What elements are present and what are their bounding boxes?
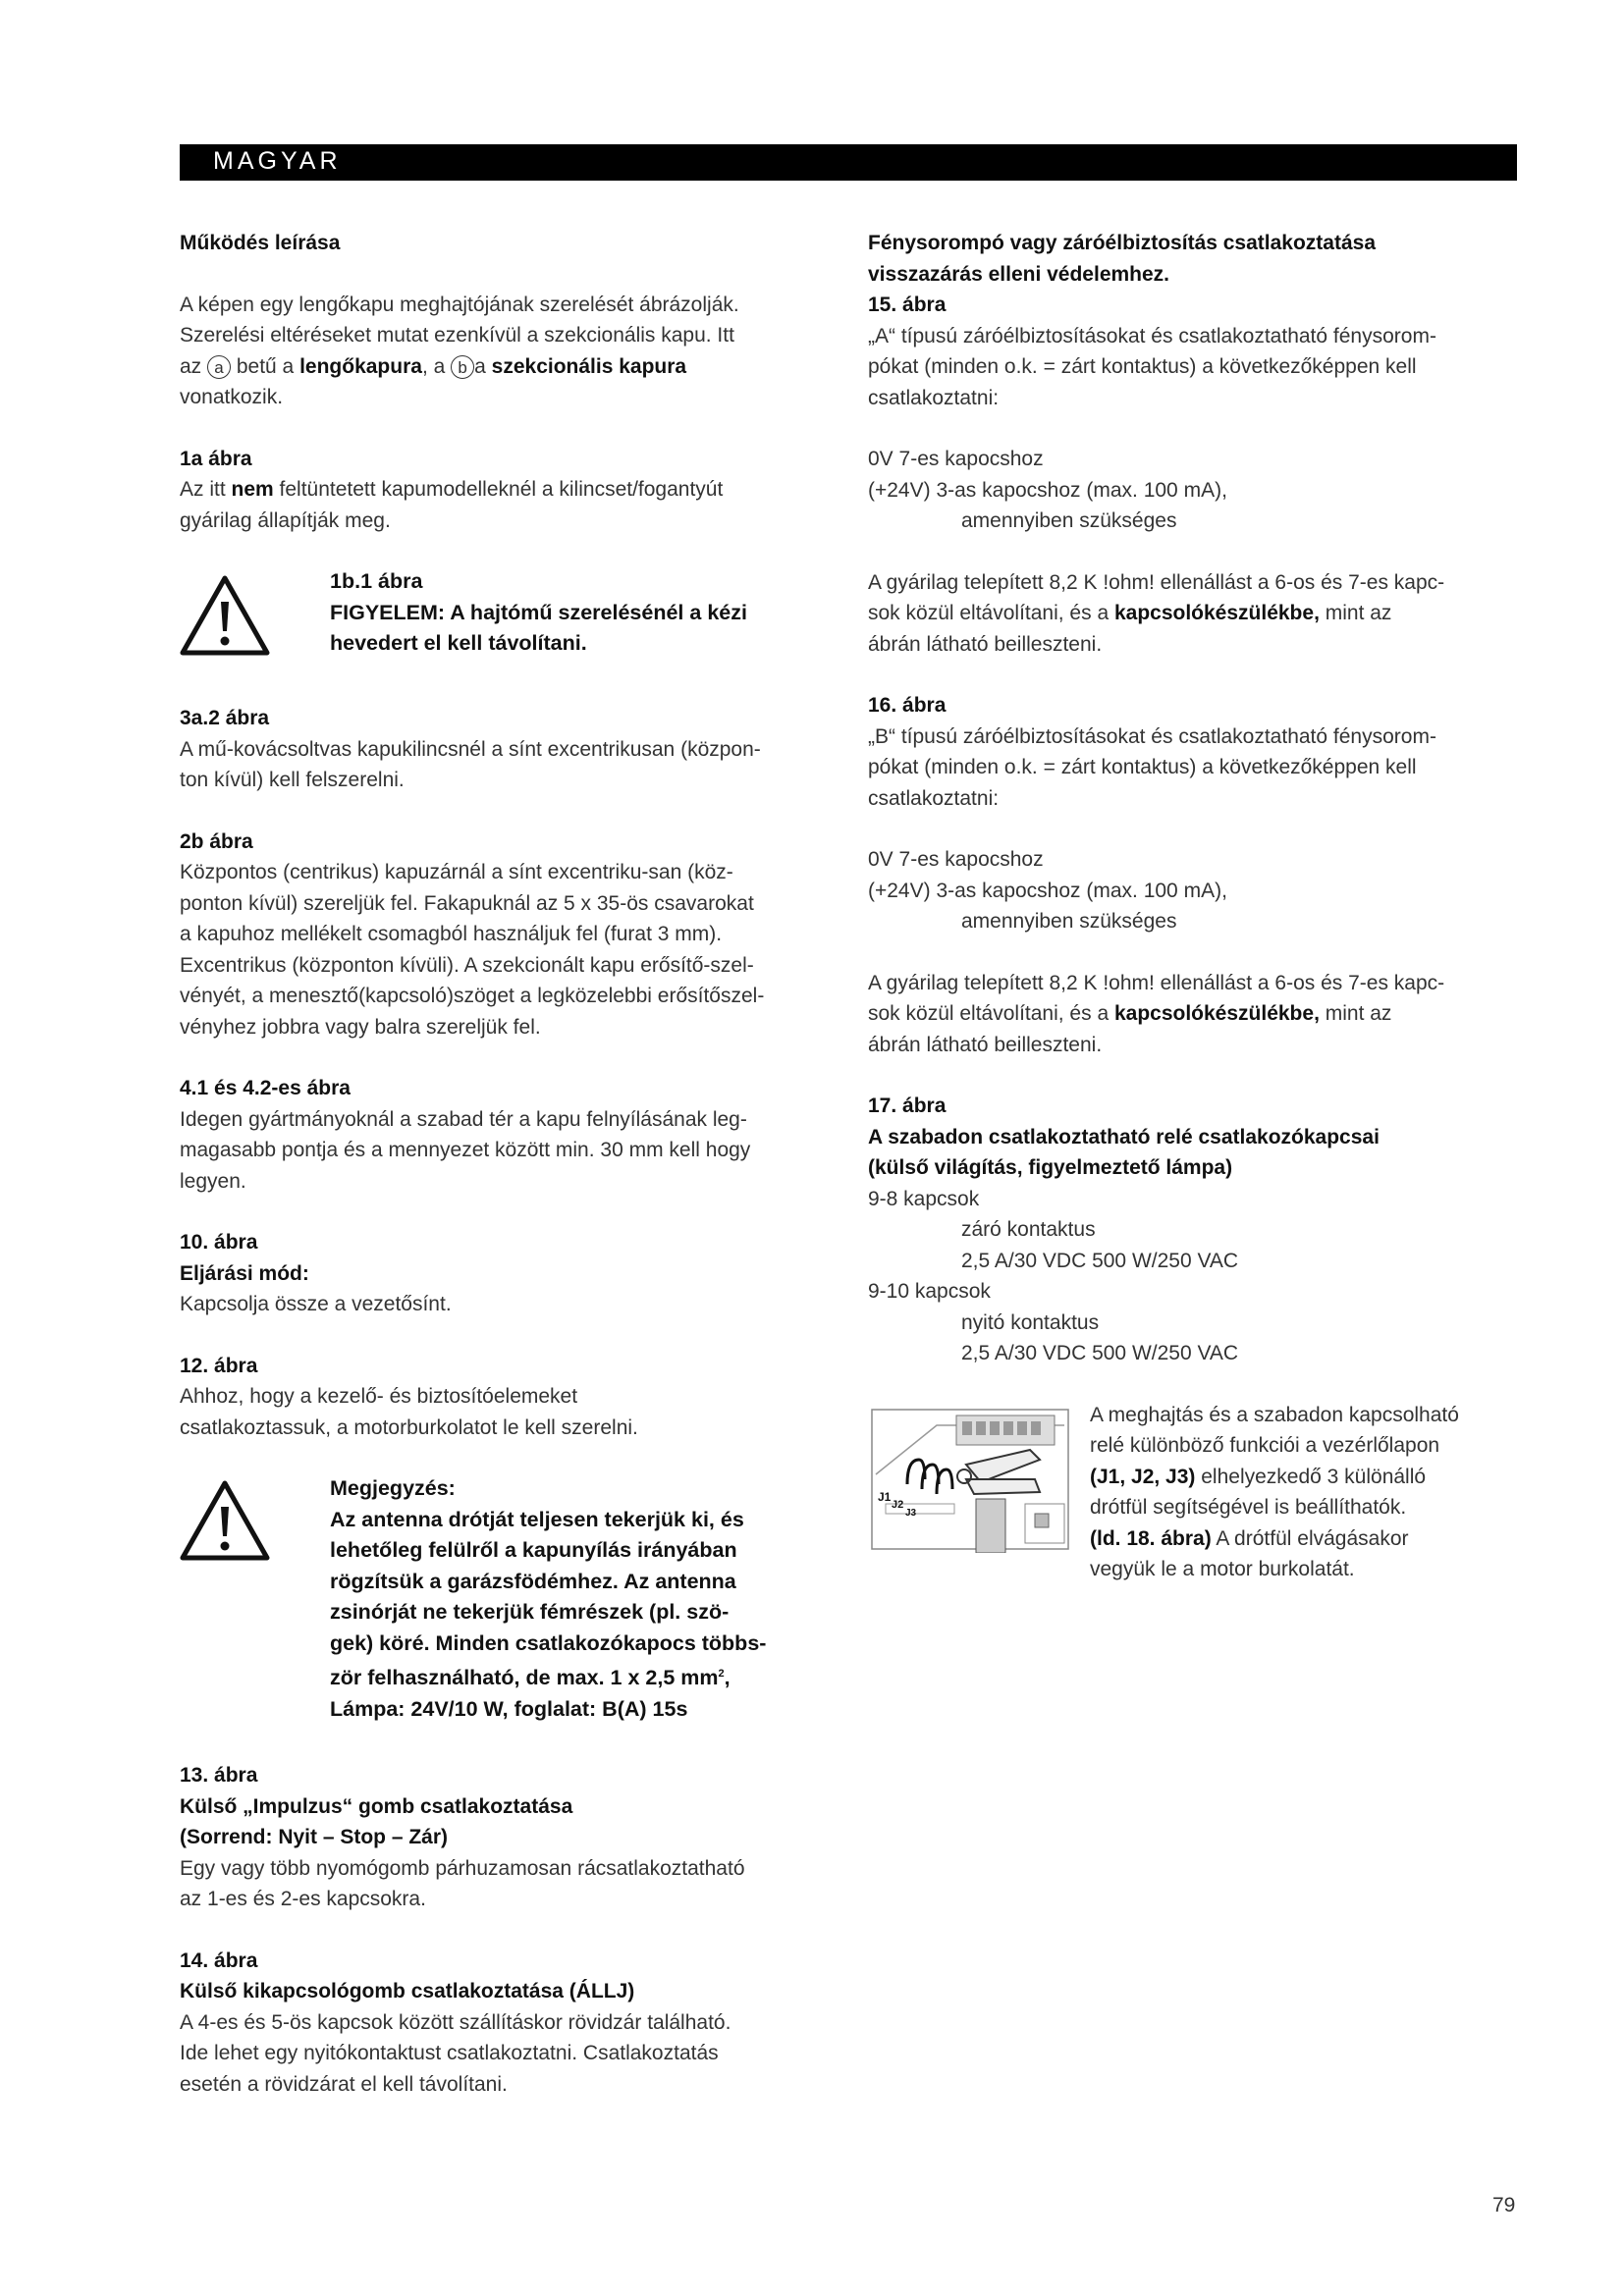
section-heading: 12. ábra bbox=[180, 1354, 258, 1377]
text-line: 9-10 kapcsok bbox=[868, 1280, 991, 1303]
section-fig-4 bbox=[180, 1073, 833, 1197]
text-line: A mű-kovácsoltvas kapukilincsnél a sínt excentrikusan (közpon- bbox=[180, 737, 761, 761]
text-line: az a betű a lengőkapura, a b a szekcionális kapura bbox=[180, 354, 687, 378]
text-line: ton kívül) kell felszerelni. bbox=[180, 769, 405, 791]
section-fig-15 bbox=[868, 228, 1521, 660]
text-line: 9-8 kapcsok bbox=[868, 1187, 980, 1210]
svg-text:J1: J1 bbox=[878, 1489, 892, 1504]
warning-fig-1b1 bbox=[180, 566, 833, 679]
text-line: (+24V) 3-as kapocshoz (max. 100 mA), bbox=[868, 478, 1227, 502]
text-line: záró kontaktus bbox=[961, 1218, 1096, 1241]
text-line: nyitó kontaktus bbox=[961, 1310, 1100, 1334]
text-line: vényét, a menesztő(kapcsoló)szöget a legközelebbi erősítőszel- bbox=[180, 985, 765, 1007]
text-line: (J1, J2, J3) elhelyezkedő 3 különálló bbox=[1090, 1465, 1427, 1488]
text-line: Ide lehet egy nyitókontaktust csatlakoztatni. Csatlakoztatás bbox=[180, 2042, 719, 2064]
text-line: vényhez jobbra vagy balra szereljük fel. bbox=[180, 1015, 541, 1039]
section-operation-description bbox=[180, 228, 833, 413]
text-line: Ahhoz, hogy a kezelő- és biztosítóelemeket bbox=[180, 1385, 578, 1408]
text-line: gyárilag állapítják meg. bbox=[180, 508, 391, 532]
warning-text: rögzítsük a garázsfödémhez. Az antenna bbox=[330, 1569, 736, 1593]
text-line: Kapcsolja össze a vezetősínt. bbox=[180, 1293, 452, 1315]
text-line: A 4-es és 5-ös kapcsok között szállításkor rövidzár található. bbox=[180, 2010, 731, 2034]
text-line: Központos (centrikus) kapuzárnál a sínt excentriku-san (köz- bbox=[180, 861, 733, 883]
text-line: Egy vagy több nyomógomb párhuzamosan rácsatlakoztatható bbox=[180, 1856, 745, 1880]
text-line: A gyárilag telepített 8,2 K !ohm! ellenállást a 6-os és 7-es kapc- bbox=[868, 570, 1445, 594]
warning-text: Lámpa: 24V/10 W, foglalat: B(A) 15s bbox=[330, 1696, 688, 1721]
section-heading: Fénysorompó vagy záróélbiztosítás csatlakoztatása bbox=[868, 232, 1377, 254]
section-heading: visszazárás elleni védelemhez. bbox=[868, 262, 1170, 286]
section-heading: 14. ábra bbox=[180, 1949, 258, 1972]
section-fig-17 bbox=[868, 1091, 1521, 1369]
svg-text:J2: J2 bbox=[892, 1498, 904, 1511]
section-fig-13 bbox=[180, 1760, 833, 1915]
text-line: relé különböző funkciói a vezérlőlapon bbox=[1090, 1434, 1440, 1457]
section-fig-10 bbox=[180, 1227, 833, 1320]
section-heading: 15. ábra bbox=[868, 294, 947, 316]
warning-triangle-icon bbox=[180, 574, 270, 657]
section-fig-1a bbox=[180, 444, 833, 537]
text-line: ponton kívül) szereljük fel. Fakapuknál az 5 x 35-ös csavarokat bbox=[180, 891, 754, 915]
text-line: ábrán látható beilleszteni. bbox=[868, 1033, 1103, 1056]
text-line: ábrán látható beilleszteni. bbox=[868, 632, 1103, 656]
left-column bbox=[180, 228, 833, 2130]
section-fig-14 bbox=[180, 1946, 833, 2101]
control-board-jumper-illustration bbox=[868, 1406, 1074, 1553]
text-line: Szerelési eltéréseket mutat ezenkívül a szekcionális kapu. Itt bbox=[180, 324, 734, 347]
right-column bbox=[868, 228, 1521, 1606]
text-line: vonatkozik. bbox=[180, 386, 284, 408]
text-line: pókat (minden o.k. = zárt kontaktus) a következőképpen kell bbox=[868, 355, 1417, 378]
section-fig-3a2 bbox=[180, 703, 833, 796]
text-line: (ld. 18. ábra) A drótfül elvágásakor bbox=[1090, 1526, 1409, 1550]
warning-triangle-icon bbox=[180, 1479, 270, 1562]
section-subheading: (külső világítás, figyelmeztető lámpa) bbox=[868, 1156, 1233, 1179]
text-line: 0V 7-es kapocshoz bbox=[868, 848, 1044, 871]
text-line: pókat (minden o.k. = zárt kontaktus) a következőképpen kell bbox=[868, 756, 1417, 778]
text-line: magasabb pontja és a mennyezet között min. 30 mm kell hogy bbox=[180, 1139, 751, 1161]
section-heading: 13. ábra bbox=[180, 1764, 258, 1787]
warning-text: FIGYELEM: A hajtómű szerelésénél a kézi bbox=[330, 600, 747, 624]
text-line: 2,5 A/30 VDC 500 W/250 VAC bbox=[961, 1342, 1239, 1364]
section-heading: Működés leírása bbox=[180, 232, 341, 254]
text-line: Idegen gyártmányoknál a szabad tér a kapu felnyílásának leg- bbox=[180, 1107, 747, 1131]
section-heading: 4.1 és 4.2-es ábra bbox=[180, 1077, 351, 1099]
section-subheading: A szabadon csatlakoztatható relé csatlakozókapcsai bbox=[868, 1125, 1380, 1148]
section-subheading: (Sorrend: Nyit – Stop – Zár) bbox=[180, 1826, 449, 1848]
text-line: csatlakoztatni: bbox=[868, 786, 1000, 810]
text-line: 0V 7-es kapocshoz bbox=[868, 448, 1044, 470]
section-heading: 10. ábra bbox=[180, 1231, 258, 1254]
section-heading: 17. ábra bbox=[868, 1095, 947, 1117]
text-line: drótfül segítségével is beállíthatók. bbox=[1090, 1496, 1407, 1519]
text-line: 2,5 A/30 VDC 500 W/250 VAC bbox=[961, 1249, 1239, 1272]
warning-text: zsinórját ne tekerjük fémrészek (pl. szö- bbox=[330, 1600, 730, 1624]
section-subheading: Eljárási mód: bbox=[180, 1261, 309, 1285]
text-line: A gyárilag telepített 8,2 K !ohm! ellenállást a 6-os és 7-es kapc- bbox=[868, 971, 1445, 994]
text-line: esetén a rövidzárat el kell távolítani. bbox=[180, 2072, 508, 2096]
section-subheading: Külső „Impulzus“ gomb csatlakoztatása bbox=[180, 1794, 573, 1818]
section-subheading: Külső kikapcsológomb csatlakoztatása (ÁLLJ) bbox=[180, 1980, 635, 2002]
warning-text: gek) köré. Minden csatlakozókapocs többs- bbox=[330, 1630, 767, 1655]
text-line: sok közül eltávolítani, és a kapcsolókészülékbe, mint az bbox=[868, 602, 1392, 624]
warning-heading: Megjegyzés: bbox=[330, 1476, 456, 1500]
warning-antenna-note bbox=[180, 1473, 833, 1738]
section-heading: 16. ábra bbox=[868, 694, 947, 717]
section-heading: 1a ábra bbox=[180, 447, 252, 470]
text-line: A meghajtás és a szabadon kapcsolható bbox=[1090, 1403, 1459, 1426]
text-line: vegyük le a motor burkolatát. bbox=[1090, 1558, 1355, 1580]
svg-text:J3: J3 bbox=[905, 1507, 917, 1519]
circle-a-icon: a bbox=[207, 355, 231, 379]
text-line: „A“ típusú záróélbiztosításokat és csatlakoztatható fénysorom- bbox=[868, 324, 1436, 347]
section-fig-12 bbox=[180, 1351, 833, 1444]
warning-text: Az antenna drótját teljesen tekerjük ki, és bbox=[330, 1507, 744, 1531]
text-line: csatlakoztassuk, a motorburkolatot le kell szerelni. bbox=[180, 1415, 638, 1439]
text-line: amennyiben szükséges bbox=[961, 910, 1177, 933]
section-heading: 2b ábra bbox=[180, 829, 253, 853]
text-line: sok közül eltávolítani, és a kapcsolókészülékbe, mint az bbox=[868, 1002, 1392, 1025]
text-line: legyen. bbox=[180, 1169, 246, 1193]
section-heading: 3a.2 ábra bbox=[180, 707, 270, 729]
warning-text: hevedert el kell távolítani. bbox=[330, 631, 587, 655]
text-line: az 1-es és 2-es kapcsokra. bbox=[180, 1888, 426, 1910]
text-line: „B“ típusú záróélbiztosításokat és csatlakoztatható fénysorom- bbox=[868, 724, 1436, 748]
text-line: csatlakoztatni: bbox=[868, 386, 1000, 409]
warning-text: zör felhasználható, de max. 1 x 2,5 $mm^2$, bbox=[330, 1666, 731, 1690]
circle-b-icon: b bbox=[451, 355, 474, 379]
text-line: Excentrikus (központon kívüli). A szekcionált kapu erősítő-szel- bbox=[180, 953, 754, 977]
text-line: Az itt nem feltüntetett kapumodelleknél a kilincset/fogantyút bbox=[180, 478, 724, 501]
text-line: amennyiben szükséges bbox=[961, 509, 1177, 532]
warning-heading: 1b.1 ábra bbox=[330, 569, 423, 593]
text-line: A képen egy lengőkapu meghajtójának szerelését ábrázolják. bbox=[180, 293, 739, 316]
section-fig-16 bbox=[868, 690, 1521, 1060]
text-line: a kapuhoz mellékelt csomagból használjuk fel (furat 3 mm). bbox=[180, 923, 723, 945]
page-number: 79 bbox=[1492, 2194, 1516, 2216]
language-title: MAGYAR bbox=[213, 147, 342, 175]
warning-text: lehetőleg felülről a kapunyílás irányában bbox=[330, 1538, 737, 1562]
text-line: (+24V) 3-as kapocshoz (max. 100 mA), bbox=[868, 879, 1227, 902]
language-header-bar bbox=[180, 144, 1517, 181]
section-fig-2b bbox=[180, 827, 833, 1043]
section-jumpers bbox=[868, 1400, 1521, 1606]
